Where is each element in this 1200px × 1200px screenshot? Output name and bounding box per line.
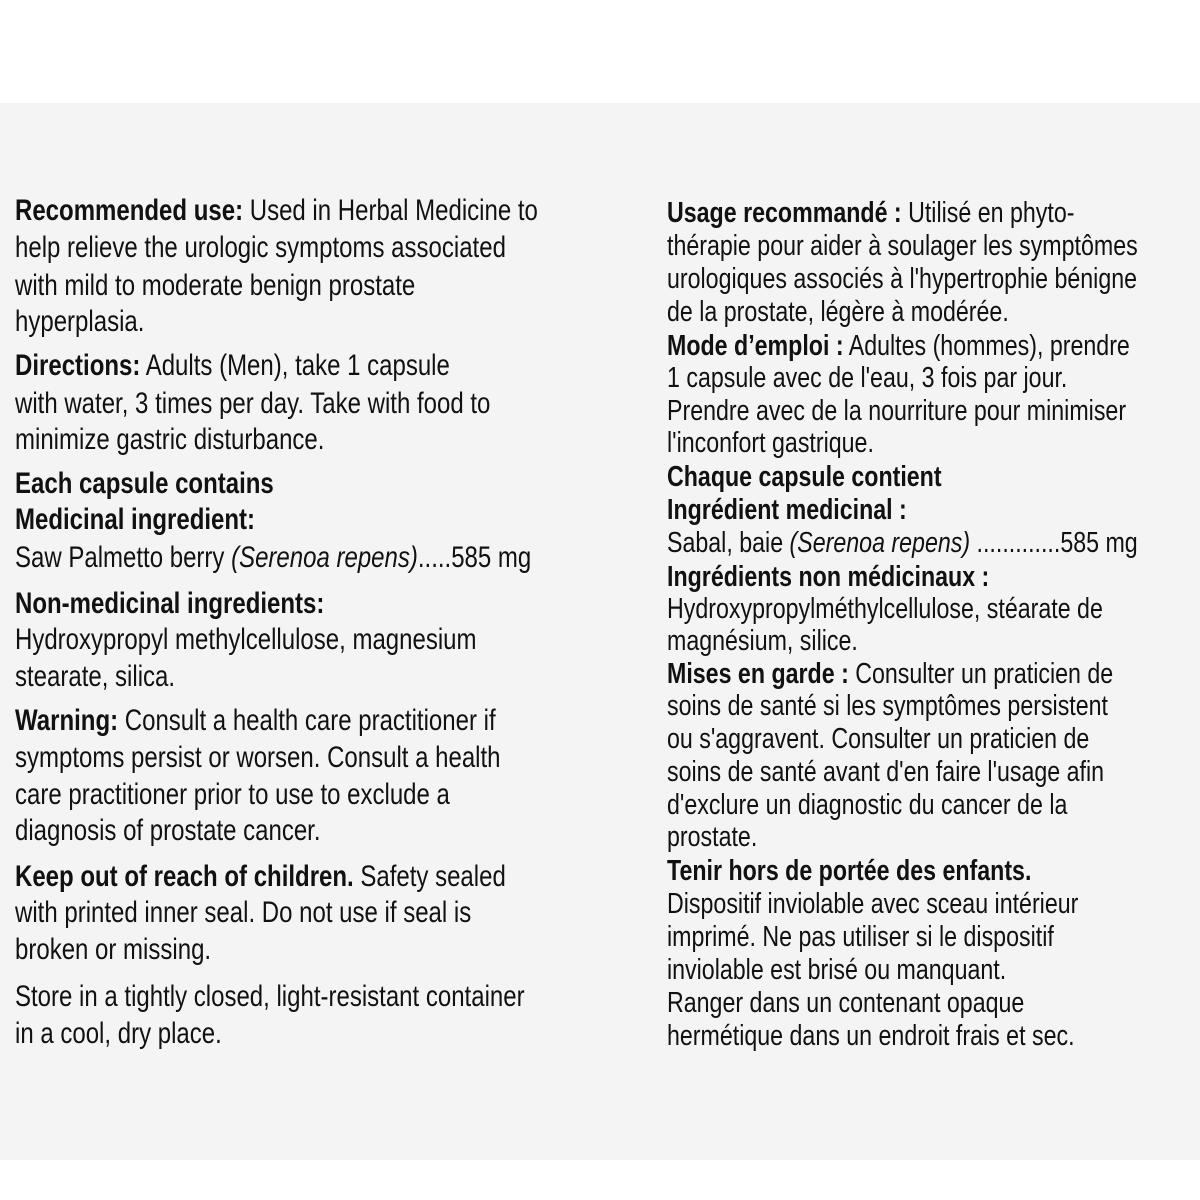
french-text-line — [667, 819, 757, 855]
section-heading: Warning: — [15, 704, 119, 737]
english-text-line — [15, 740, 501, 776]
body-text: symptoms persist or worsen. Consult a health — [15, 741, 501, 774]
body-text: urologiques associés à l'hypertrophie bénigne — [667, 263, 1138, 295]
body-text: Sabal, baie — [667, 527, 790, 559]
body-text: Safety sealed — [353, 860, 506, 893]
english-text-line — [15, 703, 496, 739]
french-text-line — [667, 721, 1089, 757]
body-text: Hydroxypropylméthylcellulose, stéarate de — [667, 593, 1103, 625]
body-text: hermétique dans un endroit frais et sec. — [667, 1020, 1075, 1052]
section-heading: Medicinal ingredient: — [15, 503, 256, 536]
body-text: soins de santé si les symptômes persistent — [667, 690, 1108, 722]
french-text-line — [667, 952, 1006, 988]
body-text: thérapie pour aider à soulager les symptômes — [667, 230, 1138, 262]
body-text: Utilisé en phyto- — [901, 197, 1075, 229]
english-text-line — [15, 932, 211, 968]
french-text-line — [667, 294, 1009, 330]
english-text-line — [15, 622, 477, 658]
english-text-line — [15, 230, 506, 266]
french-text-line — [667, 886, 1078, 922]
section-heading: Keep out of reach of children. — [15, 860, 354, 893]
latin-name: (Serenoa repens) — [789, 527, 971, 559]
english-text-line — [15, 1016, 222, 1052]
english-text-line — [15, 979, 525, 1015]
english-text-line — [15, 586, 324, 622]
body-text: Store in a tightly closed, light-resistant container — [15, 980, 525, 1013]
latin-name: (Serenoa repens) — [231, 541, 418, 574]
french-text-line — [667, 525, 1138, 561]
english-text-line — [15, 422, 324, 458]
body-text: with water, 3 times per day. Take with food to — [15, 387, 491, 420]
french-text-line — [667, 228, 1138, 264]
english-text-line — [15, 540, 531, 576]
english-text-line — [15, 466, 274, 502]
body-text: in a cool, dry place. — [15, 1017, 222, 1050]
body-text: Ranger dans un contenant opaque — [667, 987, 1025, 1019]
body-text: stearate, silica. — [15, 660, 176, 693]
body-text: imprimé. Ne pas utiliser si le dispositif — [667, 921, 1054, 953]
french-text-line — [667, 591, 1103, 627]
english-text-line — [15, 777, 450, 813]
french-text-line — [667, 492, 907, 528]
english-text-line — [15, 386, 490, 422]
body-text: Consulter un praticien de — [848, 658, 1114, 690]
section-heading: Chaque capsule contient — [667, 461, 942, 493]
body-text: soins de santé avant d'en faire l'usage afin — [667, 756, 1105, 788]
english-text-line — [15, 895, 471, 931]
section-heading: Mises en garde : — [667, 658, 849, 690]
section-heading: Usage recommandé : — [667, 197, 902, 229]
french-text-line — [667, 261, 1137, 297]
body-text: with mild to moderate benign prostate — [15, 269, 416, 302]
body-text: d'exclure un diagnostic du cancer de la — [667, 789, 1068, 821]
english-text-line — [15, 859, 506, 895]
body-text: diagnosis of prostate cancer. — [15, 814, 321, 847]
body-text: prostate. — [667, 821, 758, 853]
section-heading: Tenir hors de portée des enfants. — [667, 855, 1032, 887]
body-text: Dispositif inviolable avec sceau intérieur — [667, 888, 1079, 920]
body-text: Hydroxypropyl methylcellulose, magnesium — [15, 623, 477, 656]
body-text: Adultes (hommes), prendre — [843, 330, 1130, 362]
section-heading: Ingrédients non médicinaux : — [667, 561, 990, 593]
body-text: Saw Palmetto berry — [15, 541, 232, 574]
french-text-line — [667, 393, 1126, 429]
english-text-line — [15, 813, 321, 849]
body-text: inviolable est brisé ou manquant. — [667, 954, 1007, 986]
french-text-line — [667, 688, 1108, 724]
body-text: .............585 mg — [970, 527, 1138, 559]
section-heading: Ingrédient medicinal : — [667, 494, 907, 526]
english-text-line — [15, 193, 538, 229]
french-text-line — [667, 328, 1130, 364]
french-text-line — [667, 425, 874, 461]
french-text-line — [667, 787, 1067, 823]
section-heading: Directions: — [15, 349, 141, 382]
body-text: l'inconfort gastrique. — [667, 427, 874, 459]
section-heading: Recommended use: — [15, 194, 244, 227]
french-text-line — [667, 853, 1031, 889]
english-text-line — [15, 348, 450, 384]
french-text-line — [667, 985, 1024, 1021]
body-text: Consult a health care practitioner if — [118, 704, 496, 737]
french-text-line — [667, 919, 1054, 955]
english-text-line — [15, 502, 255, 538]
body-text: Adults (Men), take 1 capsule — [140, 349, 450, 382]
french-text-line — [667, 195, 1074, 231]
body-text: help relieve the urologic symptoms associated — [15, 231, 506, 264]
french-text-line — [667, 754, 1104, 790]
body-text: broken or missing. — [15, 933, 212, 966]
body-text: .....585 mg — [417, 541, 532, 574]
body-text: hyperplasia. — [15, 305, 145, 338]
section-heading: Mode d’emploi : — [667, 330, 844, 362]
french-text-line — [667, 656, 1113, 692]
body-text: magnésium, silice. — [667, 625, 858, 657]
french-text-line — [667, 360, 1067, 396]
english-text-line — [15, 304, 144, 340]
body-text: 1 capsule avec de l'eau, 3 fois par jour. — [667, 362, 1068, 394]
body-text: Prendre avec de la nourriture pour minimiser — [667, 395, 1127, 427]
body-text: Used in Herbal Medicine to — [243, 194, 538, 227]
section-heading: Each capsule contains — [15, 467, 274, 500]
french-text-line — [667, 459, 942, 495]
french-text-line — [667, 623, 858, 659]
body-text: with printed inner seal. Do not use if seal is — [15, 896, 472, 929]
french-text-line — [667, 559, 989, 595]
english-text-line — [15, 659, 175, 695]
body-text: de la prostate, légère à modérée. — [667, 296, 1009, 328]
body-text: minimize gastric disturbance. — [15, 423, 325, 456]
english-text-line — [15, 268, 415, 304]
french-text-line — [667, 1018, 1075, 1054]
body-text: care practitioner prior to use to exclude a — [15, 778, 450, 811]
body-text: ou s'aggravent. Consulter un praticien de — [667, 723, 1090, 755]
section-heading: Non-medicinal ingredients: — [15, 587, 325, 620]
